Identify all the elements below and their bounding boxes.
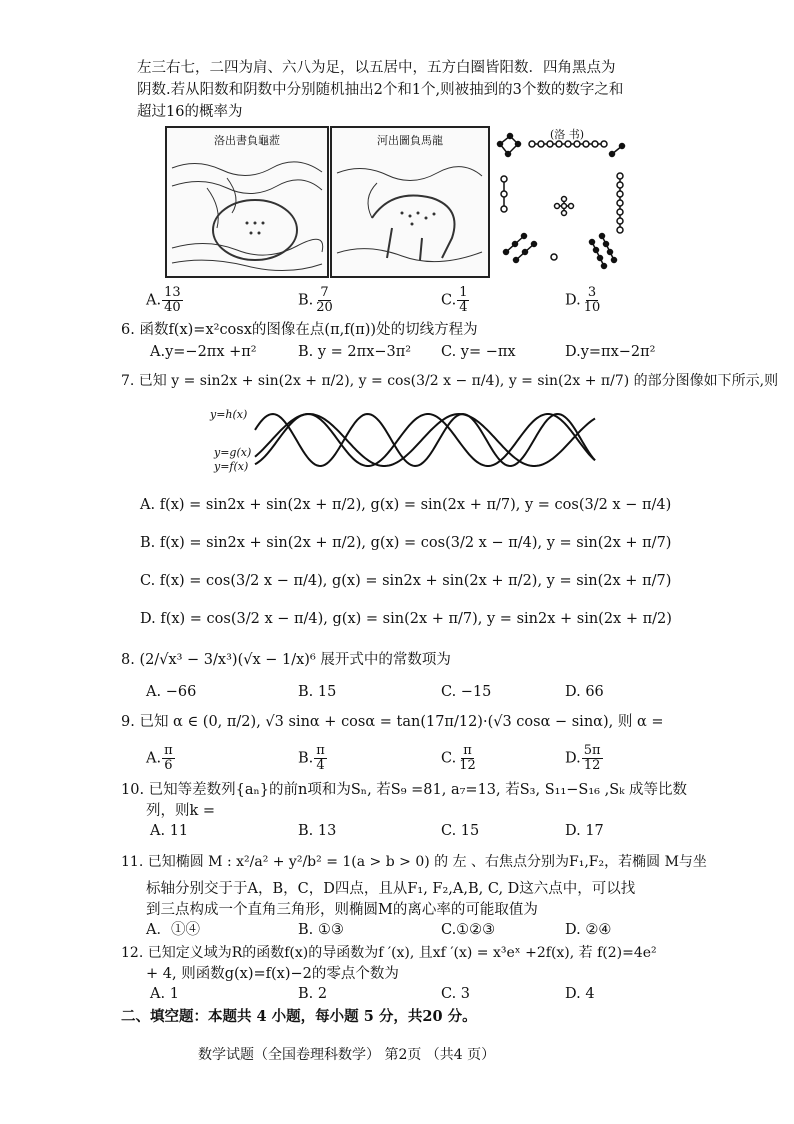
q8-option-c[interactable]: C. −15	[441, 684, 492, 700]
q8-stem: 8. (2/√x³ − 3/x³)(√x − 1/x)⁶ 展开式中的常数项为	[121, 652, 451, 668]
q5-option-a[interactable]: A. $\frac{13}{40}$	[146, 285, 181, 315]
q6-option-d[interactable]: D.y=πx−2π²	[565, 344, 656, 360]
turtle-illustration	[167, 128, 327, 276]
q7-option-c[interactable]: C. f(x) = cos(3/2 x − π/4), g(x) = sin2x + sin(2x + π/2), y = sin(2x + π/7)	[140, 573, 672, 589]
q7-option-b[interactable]: B. f(x) = sin2x + sin(2x + π/2), g(x) = cos(3/2 x − π/4), y = sin(2x + π/7)	[140, 535, 672, 551]
q12-stem-line-1: 12. 已知定义域为R的函数f(x)的导函数为f ′(x), 且xf ′(x) = x³eˣ +2f(x), 若 f(2)=4e²	[121, 945, 657, 961]
q12-option-a[interactable]: A. 1	[150, 986, 179, 1002]
curve-f	[255, 414, 595, 466]
graph-label-f: y=f(x)	[214, 460, 249, 473]
q9-option-c[interactable]: C. $\frac{\pi}{12}$	[441, 743, 476, 773]
q12-option-c[interactable]: C. 3	[441, 986, 471, 1002]
q6-stem: 6. 函数f(x)=x²cosx的图像在点(π,f(π))处的切线方程为	[121, 322, 478, 338]
q7-stem: 7. 已知 y = sin2x + sin(2x + π/2), y = cos(3/2 x − π/4), y = sin(2x + π/7) 的部分图像如下所示,则	[121, 373, 779, 389]
q11-stem-line-2: 标轴分别交于于A，B，C，D四点，且从F₁, F₂,A,B, C, D这六点中，可以找	[146, 881, 636, 897]
graph-label-h: y=h(x)	[210, 408, 248, 421]
section-2-heading: 二、填空题：本题共 4 小题，每小题 5 分，共20 分。	[121, 1008, 477, 1025]
q5-intro-line-1: 左三右七，二四为肩、六八为足，以五居中，五方白圈皆阳数．四角黑点为	[137, 60, 616, 76]
q11-option-a[interactable]: A．①④	[146, 922, 200, 938]
q12-option-b[interactable]: B. 2	[298, 986, 328, 1002]
page-footer: 数学试题（全国卷理科数学） 第2页 （共4 页）	[198, 1047, 496, 1063]
q10-stem-line-1: 10. 已知等差数列{aₙ}的前n项和为Sₙ, 若S₉ =81, a₇=13, 若S₃, S₁₁−S₁₆ ,Sₖ 成等比数	[121, 782, 688, 798]
q9-option-b[interactable]: B. $\frac{\pi}{4}$	[298, 743, 325, 773]
q12-stem-line-2: + 4, 则函数g(x)=f(x)−2的零点个数为	[146, 966, 399, 982]
q6-option-b[interactable]: B. y = 2πx−3π²	[298, 344, 412, 360]
q10-option-a[interactable]: A. 11	[150, 823, 189, 839]
luoshu-turtle-figure	[165, 126, 329, 278]
q9-stem: 9. 已知 α ∈ (0, π/2), √3 sinα + cosα = tan(17π/12)·(√3 cosα − sinα), 则 α =	[121, 714, 664, 730]
q11-stem-line-3: 到三点构成一个直角三角形，则椭圆M的离心率的可能取值为	[146, 902, 538, 918]
q5-intro-line-3: 超过16的概率为	[137, 104, 243, 120]
q8-option-b[interactable]: B. 15	[298, 684, 337, 700]
q10-option-d[interactable]: D. 17	[565, 823, 604, 839]
luoshu-diagram-graphic	[492, 124, 642, 274]
q7-option-a[interactable]: A. f(x) = sin2x + sin(2x + π/2), g(x) = sin(2x + π/7), y = cos(3/2 x − π/4)	[140, 497, 672, 513]
figure-caption-left: 洛出書負龜蒞	[214, 134, 280, 147]
luoshu-dot-diagram	[492, 124, 642, 274]
q5-option-c[interactable]: C. $\frac{1}{4}$	[441, 285, 468, 315]
q11-option-b[interactable]: B. ①③	[298, 922, 344, 938]
q10-option-b[interactable]: B. 13	[298, 823, 337, 839]
q7-option-d[interactable]: D. f(x) = cos(3/2 x − π/4), g(x) = sin(2x + π/7), y = sin2x + sin(2x + π/2)	[140, 611, 672, 627]
q5-option-d[interactable]: D. $\frac{3}{10}$	[565, 285, 601, 315]
q8-option-a[interactable]: A. −66	[146, 684, 197, 700]
q11-stem-line-1: 11. 已知椭圆 M : x²/a² + y²/b² = 1(a > b > 0) 的 左 、右焦点分别为F₁,F₂，若椭圆 M与坐	[121, 854, 707, 870]
q7-curves	[210, 404, 600, 476]
q9-option-d[interactable]: D. $\frac{5\pi}{12}$	[565, 743, 601, 773]
q9-option-a[interactable]: A. $\frac{\pi}{6}$	[146, 743, 173, 773]
q10-option-c[interactable]: C. 15	[441, 823, 480, 839]
q5-intro-line-2: 阴数.若从阳数和阴数中分别随机抽出2个和1个,则被抽到的3个数的数字之和	[137, 82, 624, 98]
q6-option-a[interactable]: A.y=−2πx +π²	[150, 344, 257, 360]
q8-option-d[interactable]: D. 66	[565, 684, 604, 700]
figure-caption-right: (洛 书)	[549, 128, 585, 141]
q11-option-d[interactable]: D. ②④	[565, 922, 612, 938]
q11-option-c[interactable]: C.①②③	[441, 922, 496, 938]
q7-graph	[210, 404, 600, 476]
horse-illustration	[332, 128, 488, 276]
hetu-horse-figure	[330, 126, 490, 278]
graph-label-g: y=g(x)	[214, 446, 252, 459]
q10-stem-line-2: 列，则k =	[146, 803, 216, 819]
q6-option-c[interactable]: C. y= −πx	[441, 344, 516, 360]
curve-g	[255, 414, 595, 466]
q12-option-d[interactable]: D. 4	[565, 986, 595, 1002]
curve-h	[255, 414, 595, 466]
figure-caption-middle: 河出圖負馬龍	[377, 134, 443, 147]
q5-option-b[interactable]: B. $\frac{7}{20}$	[298, 285, 333, 315]
